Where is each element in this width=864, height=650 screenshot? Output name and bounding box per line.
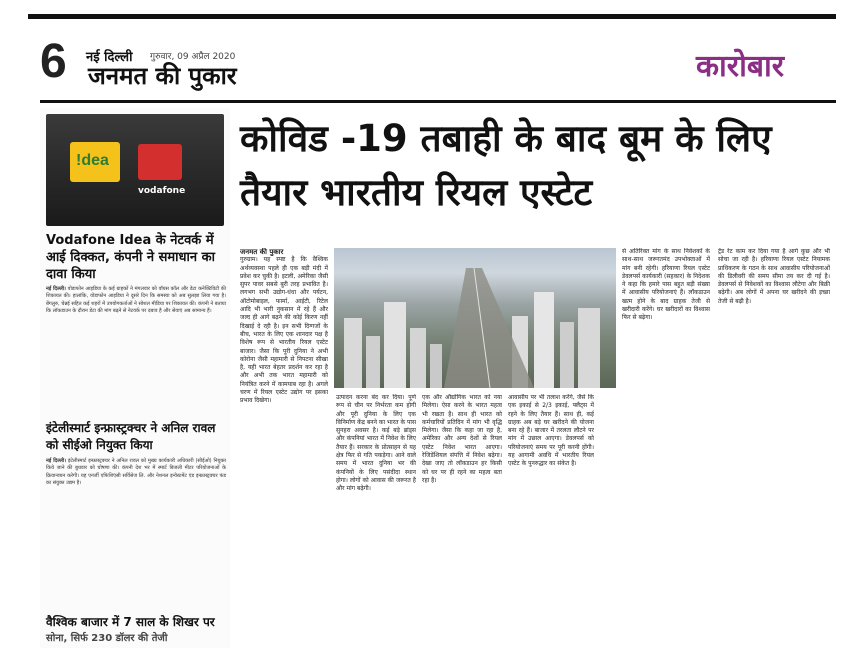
section-title: कारोबार [695, 49, 785, 84]
story1-body: नई दिल्ली। वोडाफोन आइडिया के कई ग्राहकों ने मंगलवार को वॉयस कॉल और डेटा कनेक्टिविटी की शिकायत की। हालांकि, वोडाफोन आइडिया ने दूसरे दिन कि समस्या को अब सुलझा लिया गया है। बेंगलुरु, चेन्नई सहित कई शहरों में उपयोगकर्ताओं ने सोशल मीडिया पर शिकायत की। कंपनी ने बताया कि लॉकडाउन के दौरान डेटा की मांग बढ़ने से नेटवर्क पर दबाव है और सेवाएं अब सामान्य हैं। [46, 286, 227, 314]
telecom-photo [46, 114, 224, 226]
story3-subhead: सोना, सिर्फ 230 डॉलर की तेजी [46, 633, 168, 644]
masthead-date: गुरुवार, 09 अप्रैल 2020 [150, 52, 236, 62]
article-column-6: ट्रेंड रेट काम कर दिया गया है आगे कुछ और भी सोचा जा रही है। हरियाणा रियल एस्टेट नियामक प्राधिकरण के गठन के साथ आवासीय परियोजनाओं की डिलीवरी की समय सीमा तय कर दी गई है। डेवलपर्स से निवेशकों का विश्वास लौटेगा और बिक्री बढ़ेगी। अब लोगों में अपना घर खरीदने की इच्छा तेजी से बढ़ी है। [718, 248, 830, 305]
story2-headline: इंटेलीस्मार्ट इन्फ्रास्ट्रक्चर ने अनिल रावल को सीईओ नियुक्त किया [46, 421, 216, 452]
article-column-1: जनमत की पुकार गुरुग्राम। यह स्पष्ट है कि वैश्विक अर्थव्यवस्था पहले ही एक बड़ी मंदी में प्रवेश कर चुकी है। इटली, अमेरिका जैसी सुपर पावर सबसे बुरी तरह प्रभावित है। लगभग सभी उद्योग-धंधा और पर्यटन, ऑटोमोबाइल, फार्मा, आईटी, रिटेल आदि भी भारी नुकसान में रहे हैं और जल्द ही आगे बढ़ने की कोई किरण नहीं दिखाई दे रही है। इन सभी दिग्गजों के बीच, भारत के लिए एक शानदार पक्ष है विशेष रूप से भारतीय रियल एस्टेट बाजार। जैसा कि पूरी दुनिया ने अभी कोरोना जैसी महामारी से निपटना सीखा है, यही भारत बेहतर प्रदर्शन कर रहा है और अभी तक भारत महामारी को नियंत्रित करने में कामयाब रहा है। अगले चरण में रियल एस्टेट उद्योग पर इसका प्रभाव दिखेगा। [240, 248, 328, 405]
masthead-city: नई दिल्ली [86, 50, 133, 65]
newspaper-name: जनमत की पुकार [88, 62, 237, 90]
story2-body: नई दिल्ली। इंटेलीस्मार्ट इन्फ्रास्ट्रक्चर ने अनिल रावल को मुख्य कार्यकारी अधिकारी (सीईओ) नियुक्त किये जाने की बुधवार को घोषणा की। कंपनी देश भर में स्मार्ट बिजली मीटर परियोजनाओं के क्रियान्वयन करेगी। यह एनर्जी एफिशिएंसी सर्विसेज लि. और नेशनल इन्वेस्टमेंट एंड इन्फ्रास्ट्रक्चर फंड का संयुक्त उद्यम है। [46, 458, 226, 486]
skyline-photo [334, 248, 616, 388]
article-column-4: आवासीय पर भी तलाश करेंगे, जैसे कि एक इकाई से 2/3 इकाई, फ्लैट्स में रहने के लिए तैयार हैं। साथ ही, कई ग्राहक अब बड़े घर खरीदने की योजना बना रहे हैं। बाजार में तरलता लौटने पर मांग में उछाल आएगा। डेवलपर्स को परियोजनाएं समय पर पूरी करनी होंगी। यह आगामी अवधि में भारतीय रियल एस्टेट के पुनरुद्धार का संकेत है। [508, 394, 594, 468]
article-column-3: एक और औद्योगिक भारत को नया मिलेगा। ऐसा करने के भारत महत्व भी रखता है। साथ ही भारत को कर्मचारियों प्रतिदिन में मांग भी वृद्धि मिलेगा। जैसा कि कहा जा रहा है, अमेरिका और अन्य देशों से रियल एस्टेट निवेश भारत आएगा। रेजिडेंशियल संपत्ति में निवेश बढ़ेगा। देखा जाए तो लॉकडाउन हर किसी को घर पर ही रहने का महत्व बता रहा है। [422, 394, 502, 484]
vodafone-label: vodafone [138, 186, 186, 196]
main-headline: कोविड -19 तबाही के बाद बूम के लिए तैयार भारतीय रियल एस्टेट [240, 117, 772, 214]
masthead-rule [40, 100, 836, 103]
idea-logo: !dea [70, 142, 120, 182]
article-column-2: उत्पादन करना बंद कर दिया। पूर्ण रूप से चीन पर निर्भरता कम होगी और पूरी दुनिया के लिए एक विनिर्माण केंद्र बनने का भारत के पास सुनहरा अवसर है। कई बड़े ब्रांड्स और कंपनियां भारत में निवेश के लिए तैयार हैं। सरकार के प्रोत्साहन से यह क्षेत्र फिर से गति पकड़ेगा। आने वाले समय में भारत दुनिया भर की कंपनियों के लिए पसंदीदा स्थान होगा। लोगों को आवास की जरूरत है और मांग बढ़ेगी। [336, 394, 416, 493]
story3-headline: वैश्विक बाजार में 7 साल के शिखर पर [46, 615, 215, 629]
byline: जनमत की पुकार [240, 248, 284, 256]
vodafone-logo [138, 144, 182, 180]
article-column-5: से अतिरिक्त मांग के साथ निवेशकों के साथ-साथ जरूरतमंद उपभोक्ताओं में मांग बनी रहेगी। हरियाणा रियल एस्टेट डेवलपर्स कार्यकारी (सहकार) के निदेशक ने कहा कि हमारे पास बहुत बड़ी संख्या में आवासीय परियोजनाएं हैं। लॉकडाउन खत्म होने के बाद ग्राहक तेजी से खरीदारी करेंगे। घर खरीदारों का विश्वास फिर से बढ़ेगा। [622, 248, 710, 322]
story1-headline: Vodafone Idea के नेटवर्क में आई दिक्कत, कंपनी ने समाधान का दावा किया [46, 233, 216, 282]
top-rule [28, 14, 836, 19]
expressway [334, 248, 616, 388]
page-number: 6 [40, 35, 67, 88]
left-column [40, 108, 230, 648]
